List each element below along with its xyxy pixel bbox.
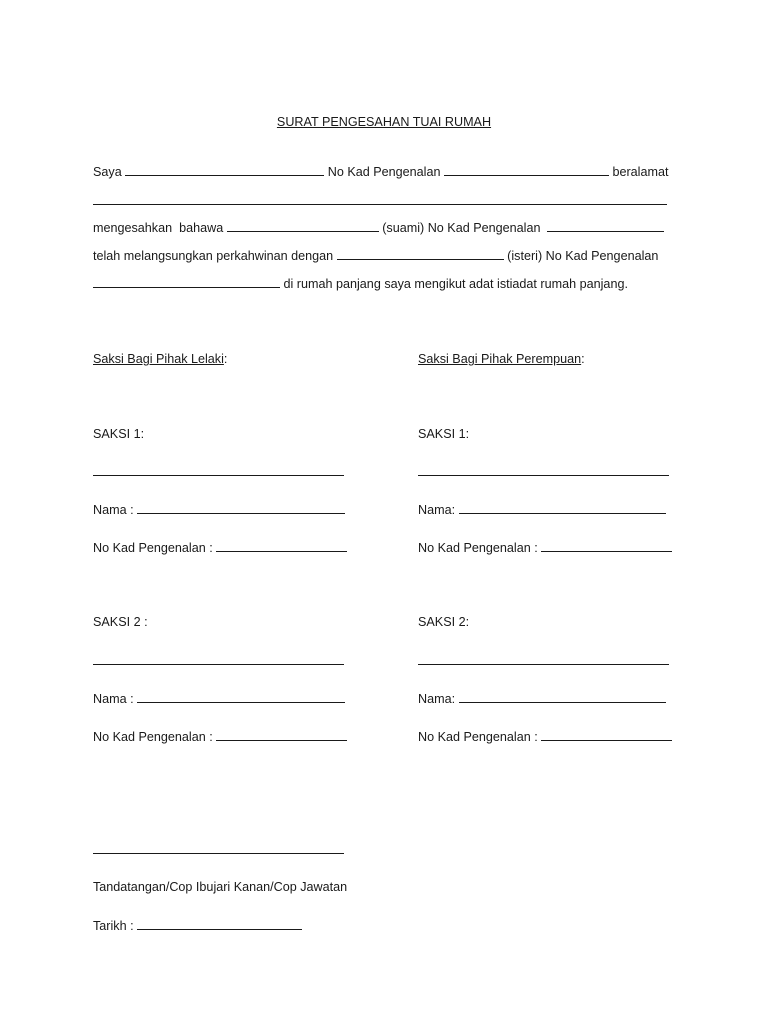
ic-blank bbox=[541, 728, 672, 741]
name-label: Nama : bbox=[93, 692, 138, 706]
signature-caption: Tandatangan/Cop Ibujari Kanan/Cop Jawatan bbox=[93, 880, 348, 894]
date-row bbox=[93, 917, 302, 934]
address-blank bbox=[93, 204, 667, 205]
paragraph-line-5 bbox=[93, 275, 628, 292]
ic-blank bbox=[541, 539, 672, 552]
male-witness-1-name-row bbox=[93, 501, 345, 518]
document-title: SURAT PENGESAHAN TUAI RUMAH bbox=[276, 115, 492, 129]
paragraph-line-3 bbox=[93, 219, 664, 236]
witness-male-heading: Saksi Bagi Pihak Lelaki: bbox=[93, 352, 228, 366]
name-blank bbox=[137, 501, 345, 514]
ic-label: No Kad Pengenalan bbox=[324, 165, 444, 179]
female-witness-1-signature-line bbox=[418, 475, 669, 476]
wife-ic-blank bbox=[93, 275, 280, 288]
name-label: Nama : bbox=[93, 503, 138, 517]
male-witness-1-signature-line bbox=[93, 475, 344, 476]
headman-signature-line bbox=[93, 853, 344, 854]
saya-label: Saya bbox=[93, 165, 126, 179]
name-label: Nama: bbox=[418, 692, 459, 706]
ic-label: No Kad Pengenalan : bbox=[418, 541, 542, 555]
ic-label: No Kad Pengenalan : bbox=[93, 541, 217, 555]
paragraph-line-1 bbox=[93, 163, 668, 180]
ic-label: No Kad Pengenalan : bbox=[418, 730, 542, 744]
longhouse-statement: di rumah panjang saya mengikut adat istiadat rumah panjang. bbox=[280, 277, 628, 291]
saya-name-blank bbox=[125, 163, 324, 176]
witness-female-heading: Saksi Bagi Pihak Perempuan: bbox=[418, 352, 585, 366]
address-label: beralamat bbox=[608, 165, 669, 179]
female-witness-2-ic-row bbox=[418, 728, 672, 745]
male-witness-2-label: SAKSI 2 : bbox=[93, 615, 148, 629]
wife-ic-label: (isteri) No Kad Pengenalan bbox=[503, 249, 659, 263]
name-label: Nama: bbox=[418, 503, 459, 517]
male-witness-2-ic-row bbox=[93, 728, 347, 745]
wife-name-blank bbox=[337, 247, 504, 260]
name-blank bbox=[459, 501, 666, 514]
female-witness-1-ic-row bbox=[418, 539, 672, 556]
male-witness-2-name-row bbox=[93, 690, 345, 707]
marriage-label: telah melangsungkan perkahwinan dengan bbox=[93, 249, 337, 263]
female-witness-2-signature-line bbox=[418, 664, 669, 665]
male-witness-2-signature-line bbox=[93, 664, 344, 665]
male-witness-1-label: SAKSI 1: bbox=[93, 427, 145, 441]
name-blank bbox=[459, 690, 666, 703]
paragraph-line-4 bbox=[93, 247, 658, 264]
male-witness-1-ic-row bbox=[93, 539, 347, 556]
ic-label: No Kad Pengenalan : bbox=[93, 730, 217, 744]
ic-blank bbox=[216, 728, 347, 741]
ic-blank bbox=[216, 539, 347, 552]
female-witness-2-name-row bbox=[418, 690, 666, 707]
date-blank bbox=[137, 917, 302, 930]
husband-name-blank bbox=[227, 219, 379, 232]
husband-ic-blank bbox=[547, 219, 664, 232]
ic-blank bbox=[444, 163, 609, 176]
husband-ic-label: (suami) No Kad Pengenalan bbox=[378, 221, 548, 235]
confirm-label: mengesahkan bahawa bbox=[93, 221, 227, 235]
female-witness-1-label: SAKSI 1: bbox=[418, 427, 470, 441]
date-label: Tarikh : bbox=[93, 919, 138, 933]
female-witness-2-label: SAKSI 2: bbox=[418, 615, 470, 629]
name-blank bbox=[137, 690, 345, 703]
female-witness-1-name-row bbox=[418, 501, 666, 518]
